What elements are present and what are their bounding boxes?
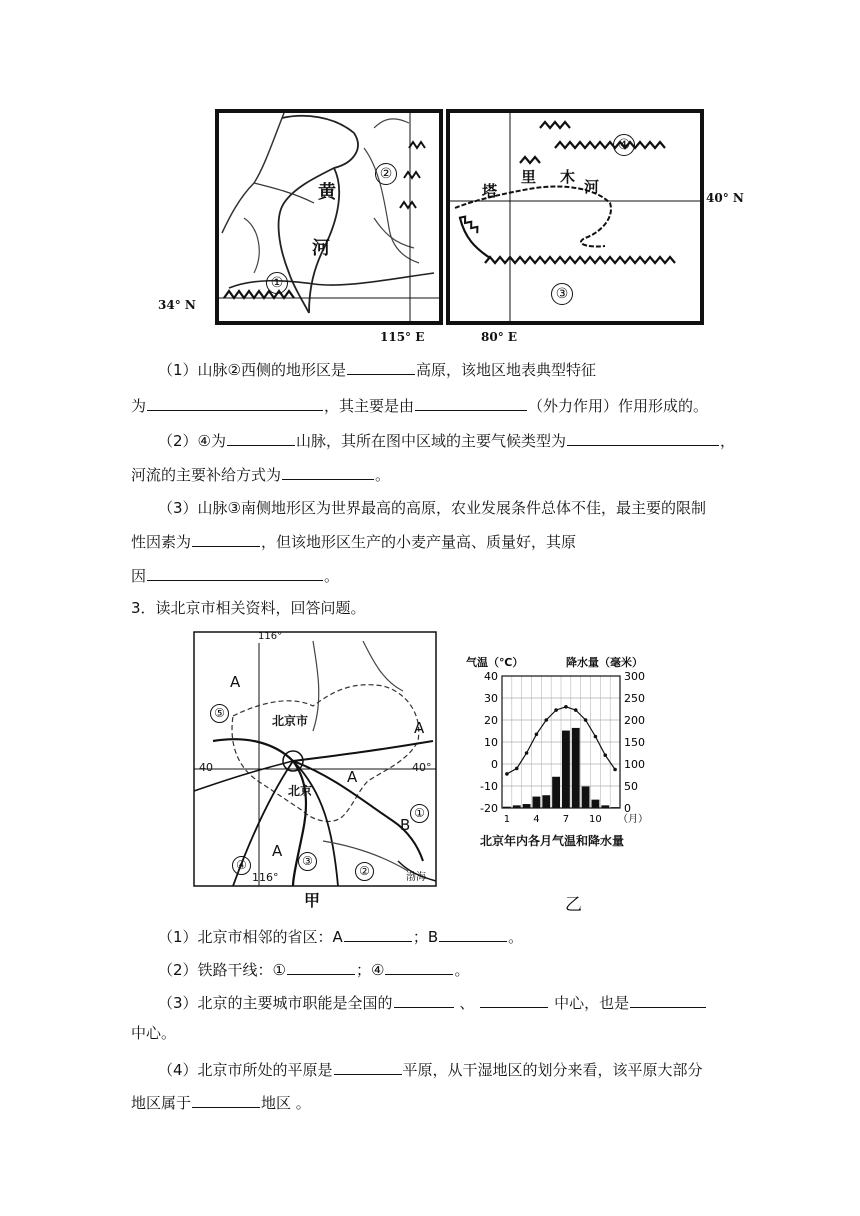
huanghe-map [214,108,444,326]
precip-bar [562,731,570,808]
y-left-tick-label: -10 [480,780,498,793]
left-axis-label: 气温（℃） [466,656,524,669]
he-label: 河 [312,238,330,259]
chart-title: 北京年内各月气温和降水量 [480,834,625,848]
y-right-tick-label: 150 [624,736,645,749]
label-beijing: 北京 [288,784,313,798]
y-left-tick-label: -20 [480,802,498,815]
huang-label: 黄 [318,182,336,203]
blank-q2-4[interactable] [227,429,295,446]
y-left-tick-label: 20 [484,714,498,727]
lon-116-bottom: 116° [252,871,279,884]
beijing-circle-5: ⑤ [210,704,229,723]
temp-point [564,705,568,709]
blank-q2-6[interactable] [282,463,374,480]
label-A-3: A [347,768,358,786]
q3-p2: （2）铁路干线：① ；④ 。 [158,958,469,980]
tarim-map [445,108,705,326]
y-right-tick-label: 200 [624,714,645,727]
q3-p3b: 中心。 [131,1024,177,1042]
he-tarim-label: 河 [584,178,600,196]
precip-bar [601,805,609,808]
temp-point [613,768,617,772]
temp-point [544,718,548,722]
q2-p1: （1）山脉②西侧的地形区是 高原，该地区地表典型特征 [158,358,596,380]
temp-point [515,767,519,771]
blank-q3-B[interactable] [439,925,507,942]
q3-title: 3．读北京市相关资料，回答问题。 [131,599,366,617]
climate-chart [462,668,702,828]
map-caption-jia: 甲 [304,891,321,910]
blank-q2-3[interactable] [415,394,527,411]
circle-4-inline: ④ [197,432,211,450]
y-right-tick-label: 0 [624,802,631,815]
blank-q3-rail1[interactable] [287,958,355,975]
lat-40-right: 40° [412,761,432,774]
precip-bar [503,807,511,808]
label-B: B [400,816,411,834]
q2-p2: （2）④为 山脉，其所在图中区域的主要气候类型为 ， [158,429,735,451]
blank-q3-func3[interactable] [630,991,706,1008]
li-label: 里 [521,168,537,186]
precip-bar [582,786,590,808]
circle-3-inline: ③ [227,499,241,517]
x-tick-label: 1 [503,814,511,825]
temp-point [505,772,509,776]
x-tick-label: 10 [589,814,602,825]
label-beijingshi: 北京市 [272,714,309,728]
q3-p4: （4）北京市所处的平原是 平原，从干湿地区的划分来看，该平原大部分 [158,1058,703,1080]
precip-bar [542,795,550,808]
y-left-tick-label: 40 [484,670,498,683]
lat-34-label: 34° N [158,298,196,312]
beijing-circle-2: ② [355,862,374,881]
precip-bar [592,800,600,808]
lat-40-label: 40° N [706,191,744,205]
precip-bar [513,805,521,808]
precip-bar [572,728,580,808]
label-A-4: A [272,842,283,860]
blank-q3-func1[interactable] [394,991,454,1008]
blank-q2-2[interactable] [147,394,323,411]
precip-bar [552,777,560,808]
y-right-tick-label: 100 [624,758,645,771]
q2-p3c: 因 。 [131,564,339,586]
circle-3-label: ③ [551,283,573,305]
lat-40-left: 40 [199,761,213,774]
q2-p3b: 性因素为 ，但该地形区生产的小麦产量高、质量好，其原 [131,530,576,552]
q2-p1b: 为 ，其主要是由 （外力作用）作用形成的。 [131,394,708,416]
circle-1-label: ① [266,272,288,294]
temp-point [535,733,539,737]
x-unit-label: （月） [618,814,648,825]
blank-q2-7[interactable] [192,530,260,547]
q2-p2b: 河流的主要补给方式为 。 [131,463,390,485]
label-A-2: A [414,719,425,737]
x-tick-label: 4 [533,814,540,825]
precip-bar [611,807,619,808]
circle-2-label: ② [375,163,397,185]
y-left-tick-label: 0 [491,758,498,771]
blank-q2-5[interactable] [567,429,719,446]
y-left-tick-label: 30 [484,692,498,705]
y-right-tick-label: 300 [624,670,645,683]
label-bohai: 渤海 [406,872,426,883]
blank-q3-plain[interactable] [334,1058,402,1075]
lon-116-top: 116° [258,631,283,642]
blank-q3-A[interactable] [344,925,412,942]
ta-label: 塔 [482,182,498,200]
beijing-map [193,631,437,887]
temp-point [584,718,588,722]
beijing-circle-3: ③ [298,852,317,871]
blank-q3-dry[interactable] [192,1091,260,1108]
q3-p1: （1）北京市相邻的省区：A ；B 。 [158,925,523,947]
temp-point [525,751,529,755]
y-right-tick-label: 50 [624,780,638,793]
temp-point [554,708,558,712]
precip-bar [533,797,541,808]
y-left-tick-label: 10 [484,736,498,749]
lon-80-label: 80° E [481,330,518,344]
temp-point [574,708,578,712]
y-right-tick-label: 250 [624,692,645,705]
x-tick-label: 7 [562,814,570,825]
circle-2-inline: ② [227,361,241,379]
blank-q3-rail4[interactable] [385,958,453,975]
beijing-circle-4: ④ [232,856,251,875]
label-A-1: A [230,673,241,691]
mu-label: 木 [560,168,576,186]
right-axis-label: 降水量（毫米） [566,656,643,669]
beijing-circle-1: ① [410,804,429,823]
temp-point [594,735,598,739]
precip-bar [523,804,531,808]
circle-4-label: ④ [613,134,635,156]
q3-p3: （3）北京的主要城市职能是全国的 、 中心，也是 [158,991,707,1013]
chart-caption-yi: 乙 [565,895,582,915]
temp-point [603,753,607,757]
blank-q2-1[interactable] [347,358,415,375]
lon-115-label: 115° E [380,330,425,344]
q2-p3: （3）山脉③南侧地形区为世界最高的高原，农业发展条件总体不佳，最主要的限制 [158,499,707,517]
blank-q3-func2[interactable] [480,991,548,1008]
q3-p4b: 地区属于 地区 。 [131,1091,311,1113]
blank-q2-8[interactable] [147,564,323,581]
